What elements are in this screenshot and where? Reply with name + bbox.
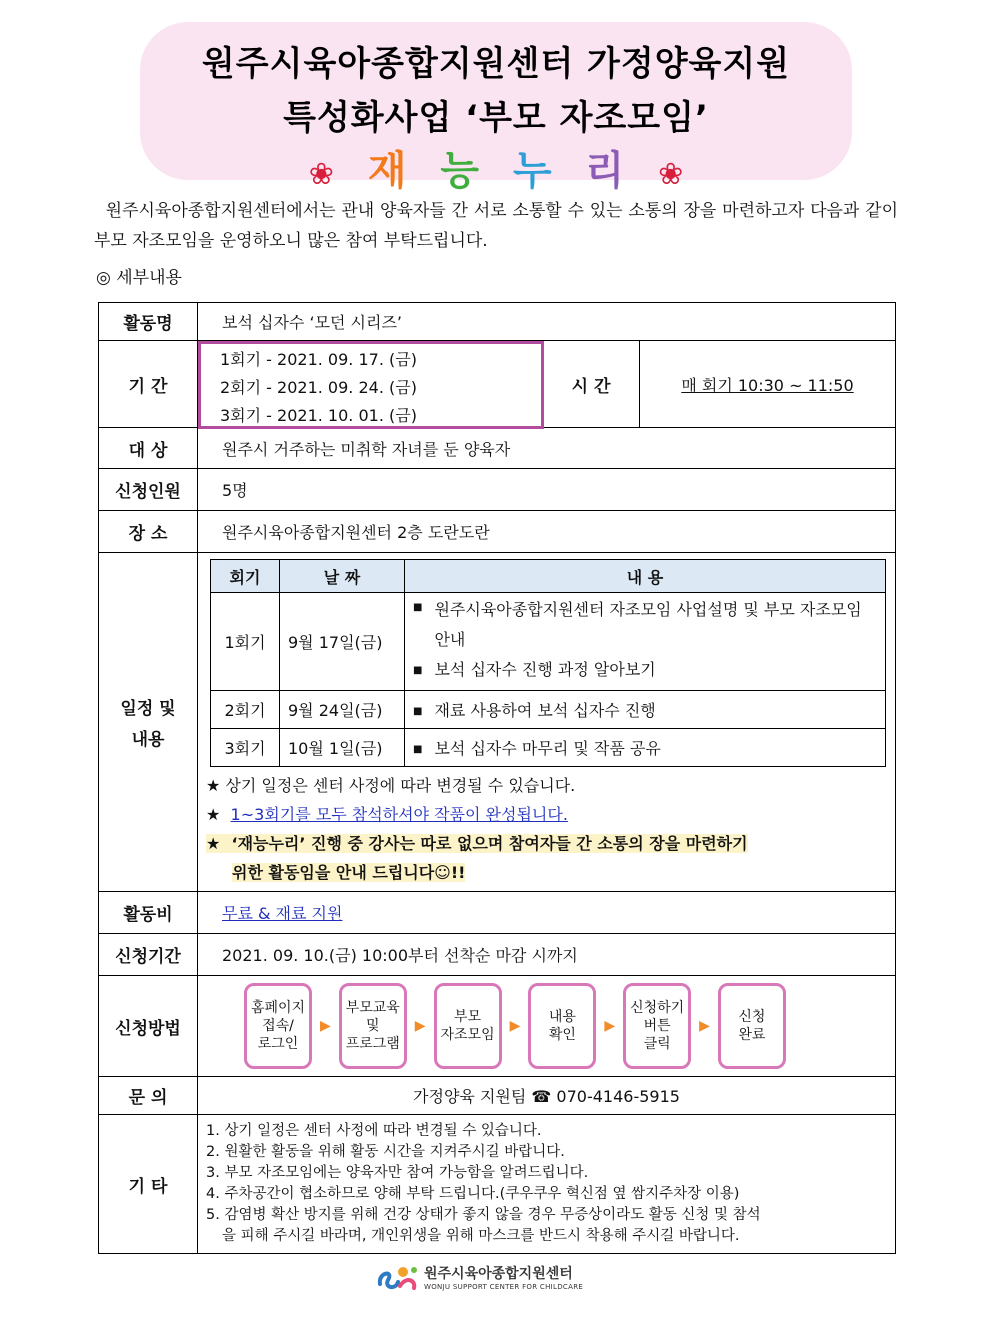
- capacity-value: 5명: [198, 469, 896, 511]
- schedule-cell: [198, 553, 896, 892]
- apply-period-value: 2021. 09. 10.(금) 10:00부터 선착순 마감 시까지: [198, 934, 896, 976]
- note-change: ★ 상기 일정은 센터 사정에 따라 변경될 수 있습니다.: [206, 776, 576, 795]
- subtitle-char: 능: [440, 148, 480, 194]
- place-label: 장 소: [99, 511, 198, 553]
- period-cell: [198, 341, 543, 428]
- arrow-right-icon: ▶: [414, 1018, 426, 1034]
- schedule-table: [210, 559, 886, 767]
- note-guide: 위한 활동임을 안내 드립니다☺!!: [232, 863, 466, 882]
- intro-text: 원주시육아종합지원센터에서는 관내 양육자들 간 서로 소통할 수 있는 소통의 장을 마련하고자 다음과 같이 부모 자조모임을 운영하오니 많은 참여 부탁드립니다.: [94, 201, 898, 251]
- list-item: 3. 부모 자조모임에는 양육자만 참여 가능함을 알려드립니다.: [206, 1165, 589, 1181]
- capacity-label: 신청인원: [99, 469, 198, 511]
- col-header-session: 회기: [211, 560, 280, 593]
- list-item: 2. 원활한 활동을 위해 활동 시간을 지켜주시길 바랍니다.: [206, 1144, 565, 1160]
- step-login: 홈페이지 접속/ 로그인: [244, 983, 312, 1069]
- details-table: [98, 302, 896, 1254]
- bullet-icon: ■: [413, 744, 423, 755]
- schedule-notes: [198, 767, 895, 891]
- footer: [376, 1262, 583, 1292]
- bullet-icon: ■: [413, 706, 423, 717]
- apply-method-label: 신청방법: [99, 976, 198, 1077]
- step-confirm: 내용 확인: [528, 983, 596, 1069]
- contact-label: 문 의: [99, 1077, 198, 1115]
- subtitle-char: 누: [512, 148, 552, 194]
- col-header-content: 내 용: [405, 560, 886, 593]
- session-date: 2회기 - 2021. 09. 24. (금): [220, 378, 417, 397]
- misc-label: 기 타: [99, 1115, 198, 1254]
- subtitle-char: 리: [585, 148, 625, 194]
- flower-icon: ❀: [308, 157, 334, 192]
- bullet-icon: ■: [413, 602, 423, 613]
- note-complete: ★ 1~3회기를 모두 참석하셔야 작품이 완성됩니다.: [206, 805, 568, 824]
- flower-icon: ❀: [658, 157, 684, 192]
- activity-value: 보석 십자수 ‘모던 시리즈’: [198, 303, 896, 341]
- subtitle-char: 재: [367, 148, 407, 194]
- title-line-1: 원주시육아종합지원센터 가정양육지원: [201, 44, 791, 84]
- table-row: 2회기 9월 24일(금) ■ 재료 사용하여 보석 십자수 진행: [211, 691, 886, 729]
- title-banner: [140, 22, 852, 194]
- step-apply-button: 신청하기 버튼 클릭: [623, 983, 691, 1069]
- fee-label: 활동비: [99, 892, 198, 934]
- step-self-help: 부모 자조모임: [434, 983, 502, 1069]
- list-item: 1. 상기 일정은 센터 사정에 따라 변경될 수 있습니다.: [206, 1123, 542, 1139]
- org-name: 원주시육아종합지원센터: [424, 1266, 573, 1282]
- subtitle: [140, 148, 852, 198]
- fee-value: 무료 & 재료 지원: [198, 892, 896, 934]
- section-heading: ◎ 세부내용: [96, 268, 182, 288]
- time-label: 시 간: [543, 341, 640, 428]
- title-line-2: 특성화사업 ‘부모 자조모임’: [283, 98, 709, 138]
- time-value: 매 회기 10:30 ~ 11:50: [640, 341, 896, 428]
- org-name-en: WONJU SUPPORT CENTER FOR CHILDCARE: [424, 1283, 584, 1291]
- arrow-right-icon: ▶: [699, 1018, 710, 1034]
- place-value: 원주시육아종합지원센터 2층 도란도란: [198, 511, 896, 553]
- arrow-right-icon: ▶: [320, 1018, 331, 1034]
- session-date: 1회기 - 2021. 09. 17. (금): [220, 350, 417, 369]
- table-row: 1회기 9월 17일(금) ■ 원주시육아종합지원센터 자조모임 사업설명 및 부모 자조모임 안내 ■ 보석 십자수 진행 과정 알아보기: [211, 593, 886, 691]
- table-row: 3회기 10월 1일(금) ■ 보석 십자수 마무리 및 작품 공유: [211, 729, 886, 767]
- bullet-icon: ■: [413, 665, 423, 676]
- list-item: 4. 주차공간이 협소하므로 양해 부탁 드립니다.(쿠우쿠우 혁신점 옆 쌈지주차장 이용): [206, 1186, 740, 1202]
- contact-value: 가정양육 지원팀 ☎ 070-4146-5915: [198, 1077, 896, 1115]
- target-value: 원주시 거주하는 미취학 자녀를 둔 양육자: [198, 428, 896, 469]
- period-label: 기 간: [99, 341, 198, 428]
- list-item: 5. 감염병 확산 방지를 위해 건강 상태가 좋지 않을 경우 무증상이라도 활동 신청 및 참석: [206, 1207, 761, 1223]
- apply-period-label: 신청기간: [99, 934, 198, 976]
- misc-list: [198, 1115, 896, 1254]
- apply-steps: [198, 976, 896, 1077]
- col-header-date: 날 짜: [280, 560, 405, 593]
- activity-label: 활동명: [99, 303, 198, 341]
- center-logo-icon: [376, 1262, 420, 1292]
- list-item: 을 피해 주시길 바라며, 개인위생을 위해 마스크를 반드시 착용해 주시길 바랍니다.: [222, 1228, 740, 1244]
- arrow-right-icon: ▶: [604, 1018, 616, 1034]
- schedule-label: 일정 및 내용: [99, 553, 198, 892]
- note-no-instructor: ★ ‘재능누리’ 진행 중 강사는 따로 없으며 참여자들 간 소통의 장을 마련하기: [206, 834, 748, 853]
- arrow-right-icon: ▶: [509, 1018, 521, 1034]
- session-date: 3회기 - 2021. 10. 01. (금): [220, 406, 417, 425]
- step-program: 부모교육 및 프로그램: [339, 983, 407, 1069]
- step-complete: 신청 완료: [718, 983, 786, 1069]
- target-label: 대 상: [99, 428, 198, 469]
